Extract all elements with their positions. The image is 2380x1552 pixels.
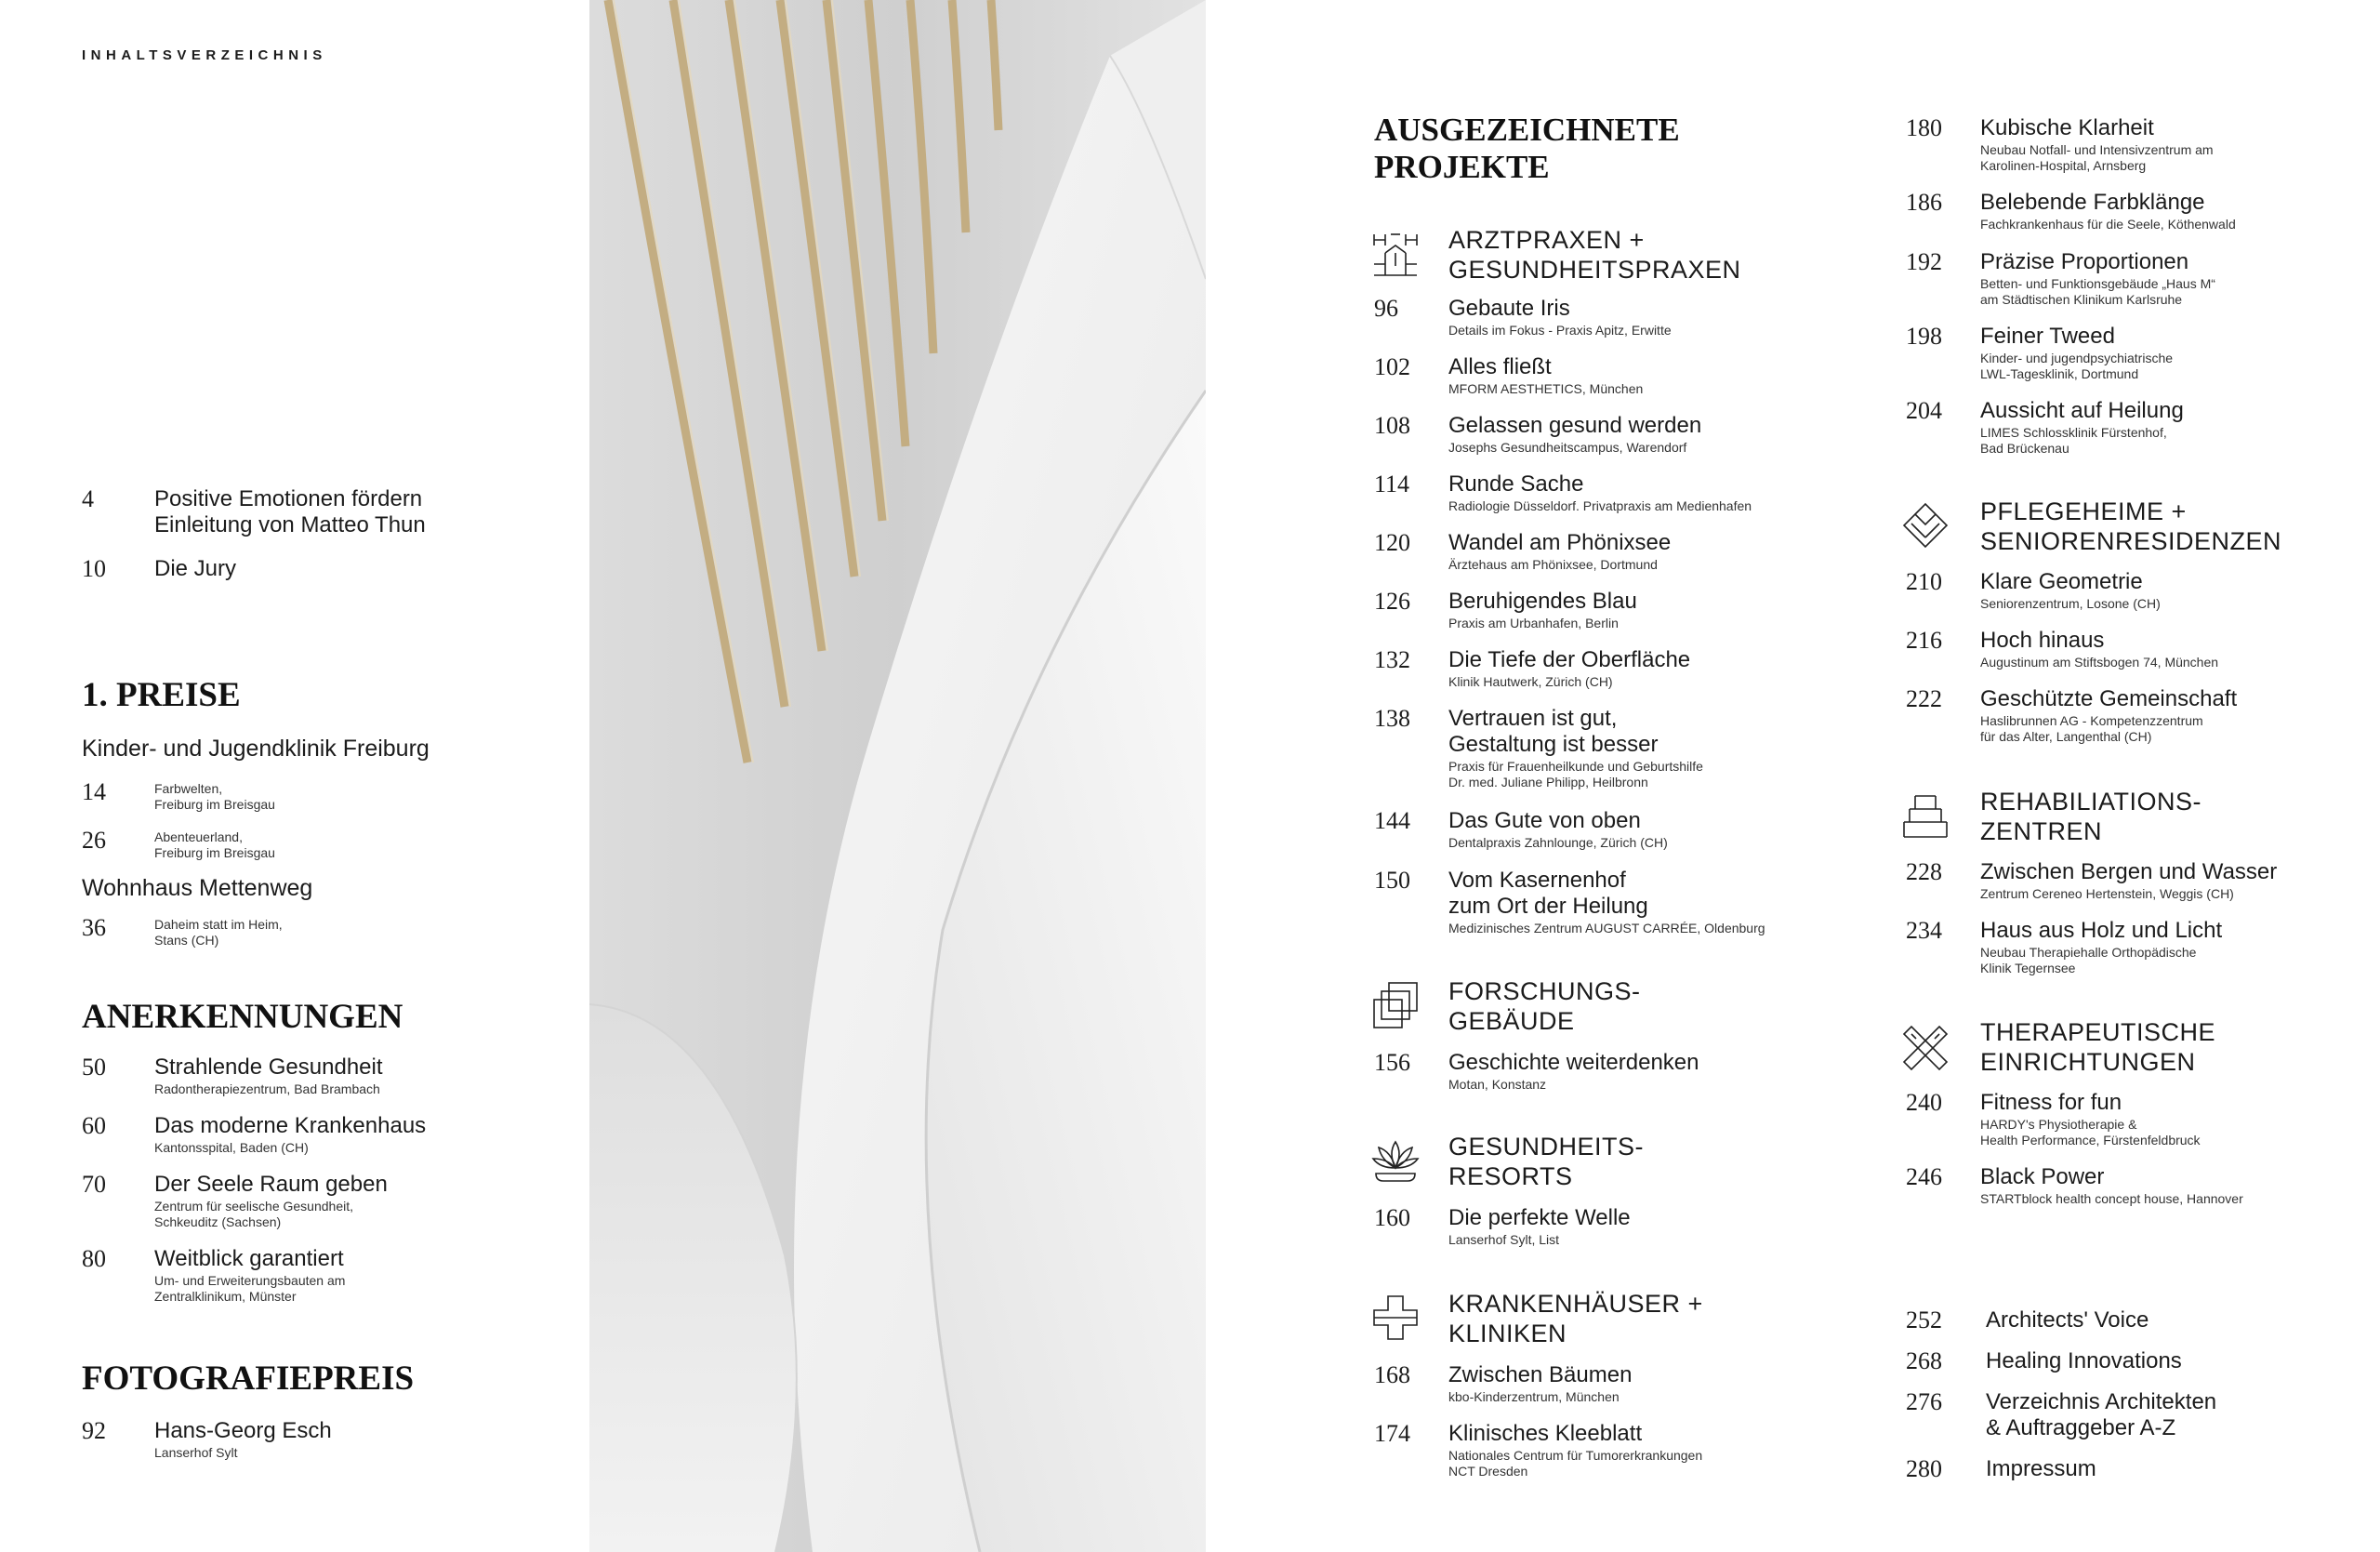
category-heading: REHABILIATIONS- ZENTREN [1980, 788, 2202, 845]
page-number: 102 [1374, 353, 1410, 380]
entry-title: Belebende Farbklänge [1980, 190, 2205, 215]
entry-title: Präzise Proportionen [1980, 249, 2189, 274]
entry-subtitle: Ärztehaus am Phönixsee, Dortmund [1448, 557, 1658, 572]
entry-title: Runde Sache [1448, 471, 1584, 497]
entry-title: Geschützte Gemeinschaft [1980, 686, 2238, 711]
page-number: 210 [1906, 568, 1942, 595]
section-heading-fotografiepreis: FOTOGRAFIEPREIS [82, 1360, 415, 1398]
entry-subtitle: Praxis am Urbanhafen, Berlin [1448, 616, 1619, 630]
toc-entry[interactable] [1374, 868, 1858, 936]
entry-subtitle: Dentalpraxis Zahnlounge, Zürich (CH) [1448, 835, 1668, 850]
entry-subtitle: Betten- und Funktionsgebäude „Haus M“ am Städtischen Klinikum Karlsruhe [1980, 276, 2215, 307]
toc-entry[interactable] [1374, 296, 1858, 338]
toc-entry[interactable] [1374, 647, 1858, 690]
entry-title: Healing Innovations [1986, 1348, 2182, 1373]
group-heading: Kinder- und Jugendklinik Freiburg [82, 736, 430, 762]
entry-title: Verzeichnis Architekten & Auftraggeber A-Z [1986, 1389, 2217, 1440]
toc-entry[interactable] [82, 779, 528, 813]
entry-subtitle: Neubau Notfall- und Intensivzentrum am Karolinen-Hospital, Arnsberg [1980, 142, 2214, 173]
entry-title: Positive Emotionen fördern Einleitung von Matteo Thun [154, 486, 426, 537]
toc-entry[interactable] [1906, 115, 2371, 174]
page-number: 156 [1374, 1049, 1410, 1076]
entry-title: Wandel am Phönixsee [1448, 530, 1672, 555]
entry-title: Gebaute Iris [1448, 296, 1570, 321]
toc-entry[interactable] [82, 1418, 528, 1461]
architecture-photo [589, 0, 1206, 1552]
toc-entry[interactable] [1906, 1090, 2371, 1148]
lotus-spa-icon [1370, 1136, 1421, 1187]
page-number: 96 [1374, 295, 1398, 322]
entry-title: Die Jury [154, 556, 237, 581]
toc-entry[interactable] [82, 1246, 528, 1305]
heart-care-icon [1900, 500, 1950, 550]
entry-title: Architects' Voice [1986, 1307, 2149, 1333]
page-number: 198 [1906, 323, 1942, 350]
entry-title: Klinisches Kleeblatt [1448, 1421, 1643, 1446]
category-heading: KRANKENHÄUSER + KLINIKEN [1448, 1290, 1703, 1347]
page-number: 92 [82, 1417, 106, 1444]
backmatter-entry[interactable] [1906, 1307, 2352, 1333]
page-number: 36 [82, 914, 106, 941]
entry-subtitle: Motan, Konstanz [1448, 1077, 1547, 1092]
page-number: 174 [1374, 1420, 1410, 1447]
stairs-icon [1900, 792, 1950, 842]
toc-entry[interactable] [82, 1055, 528, 1097]
toc-entry[interactable] [1906, 569, 2371, 612]
page-number: 180 [1906, 114, 1942, 141]
page-number: 252 [1906, 1307, 1942, 1333]
page-number: 126 [1374, 588, 1410, 615]
entry-subtitle: Medizinisches Zentrum AUGUST CARRÉE, Oldenburg [1448, 921, 1765, 935]
page-number: 280 [1906, 1455, 1942, 1482]
backmatter-entry[interactable] [1906, 1389, 2352, 1441]
entry-subtitle: Josephs Gesundheitscampus, Warendorf [1448, 440, 1687, 455]
ceiling-photo-illustration [589, 0, 1206, 1552]
entry-subtitle: Details im Fokus - Praxis Apitz, Erwitte [1448, 323, 1672, 338]
entry-title: Daheim statt im Heim, Stans (CH) [154, 917, 283, 948]
entry-subtitle: Seniorenzentrum, Losone (CH) [1980, 596, 2161, 611]
toc-entry[interactable] [1374, 413, 1858, 456]
toc-entry[interactable] [1906, 859, 2371, 902]
entry-subtitle: kbo-Kinderzentrum, München [1448, 1389, 1620, 1404]
entry-title: Beruhigendes Blau [1448, 589, 1637, 614]
entry-subtitle: Um- und Erweiterungsbauten am Zentralklinikum, Münster [154, 1273, 346, 1304]
page-number: 132 [1374, 646, 1410, 673]
entry-title: Gelassen gesund werden [1448, 413, 1702, 438]
backmatter-entry[interactable] [1906, 1348, 2352, 1374]
entry-title: Vertrauen ist gut, Gestaltung ist besser [1448, 706, 1659, 757]
page-number: 50 [82, 1054, 106, 1081]
page-number: 222 [1906, 685, 1942, 712]
entry-subtitle: Lanserhof Sylt, List [1448, 1232, 1560, 1247]
research-building-icon [1370, 980, 1421, 1030]
page-number: 216 [1906, 627, 1942, 654]
entry-subtitle: Neubau Therapiehalle Orthopädische Klinik Tegernsee [1980, 945, 2197, 975]
crossed-tools-icon [1900, 1023, 1950, 1073]
page-number: 246 [1906, 1163, 1942, 1190]
entry-title: Der Seele Raum geben [154, 1172, 388, 1197]
toc-entry[interactable] [82, 1172, 528, 1230]
entry-title: Strahlende Gesundheit [154, 1055, 383, 1080]
page-number: 144 [1374, 807, 1410, 834]
page-number: 186 [1906, 189, 1942, 216]
page-number: 60 [82, 1112, 106, 1139]
entry-title: Hans-Georg Esch [154, 1418, 332, 1443]
entry-subtitle: STARTblock health concept house, Hannover [1980, 1191, 2243, 1206]
toc-entry[interactable] [1906, 324, 2371, 382]
entry-title: Geschichte weiterdenken [1448, 1050, 1699, 1075]
page-number: 168 [1374, 1361, 1410, 1388]
toc-entry[interactable] [82, 1113, 528, 1156]
entry-title: Aussicht auf Heilung [1980, 398, 2184, 423]
entry-subtitle: Zentrum für seelische Gesundheit, Schkeuditz (Sachsen) [154, 1199, 353, 1229]
entry-title: Zwischen Bergen und Wasser [1980, 859, 2278, 884]
entry-title: Fitness for fun [1980, 1090, 2122, 1115]
entry-subtitle: Radontherapiezentrum, Bad Brambach [154, 1081, 380, 1096]
entry-title: Weitblick garantiert [154, 1246, 344, 1271]
intro-entry[interactable] [82, 486, 528, 538]
page-number: 192 [1906, 248, 1942, 275]
category-heading: THERAPEUTISCHE EINRICHTUNGEN [1980, 1018, 2216, 1076]
toc-entry[interactable] [1374, 471, 1858, 514]
page-number: 120 [1374, 529, 1410, 556]
entry-title: Die perfekte Welle [1448, 1205, 1631, 1230]
entry-subtitle: Haslibrunnen AG - Kompetenzzentrum für das Alter, Langenthal (CH) [1980, 713, 2203, 744]
toc-entry[interactable] [1374, 1050, 1858, 1093]
section-heading-anerkennungen: ANERKENNUNGEN [82, 998, 403, 1036]
entry-title: Impressum [1986, 1456, 2096, 1481]
toc-entry[interactable] [1374, 530, 1858, 573]
toc-entry[interactable] [1906, 686, 2371, 745]
toc-entry[interactable] [82, 828, 528, 861]
category-heading: ARZTPRAXEN + GESUNDHEITSPRAXEN [1448, 226, 1741, 284]
toc-entry[interactable] [1374, 1421, 1858, 1479]
entry-title: Das Gute von oben [1448, 808, 1641, 833]
entry-subtitle: LIMES Schlossklinik Fürstenhof, Bad Brückenau [1980, 425, 2167, 456]
page-number: 138 [1374, 705, 1410, 732]
entry-subtitle: Lanserhof Sylt [154, 1445, 238, 1460]
entry-subtitle: Augustinum am Stiftsbogen 74, München [1980, 655, 2219, 670]
entry-title: Vom Kasernenhof zum Ort der Heilung [1448, 868, 1648, 919]
page-number: 26 [82, 827, 106, 854]
page-number: 10 [82, 555, 106, 582]
toc-entry[interactable] [1374, 354, 1858, 397]
intro-entry[interactable] [82, 556, 528, 582]
entry-title: Farbwelten, Freiburg im Breisgau [154, 781, 275, 812]
entry-title: Alles fließt [1448, 354, 1552, 379]
entry-subtitle: Fachkrankenhaus für die Seele, Köthenwald [1980, 217, 2236, 232]
entry-subtitle: Praxis für Frauenheilkunde und Geburtshilfe Dr. med. Juliane Philipp, Heilbronn [1448, 759, 1703, 789]
entry-title: Zwischen Bäumen [1448, 1362, 1633, 1387]
section-heading-preise: 1. PREISE [82, 676, 241, 714]
entry-title: Feiner Tweed [1980, 324, 2115, 349]
section-heading-projekte: AUSGEZEICHNETE PROJEKTE [1374, 112, 1680, 185]
page-number: 70 [82, 1171, 106, 1198]
page-number: 234 [1906, 917, 1942, 944]
entry-title: Das moderne Krankenhaus [154, 1113, 427, 1138]
page-number: 228 [1906, 858, 1942, 885]
category-heading: GESUNDHEITS- RESORTS [1448, 1133, 1645, 1190]
entry-title: Hoch hinaus [1980, 628, 2105, 653]
toc-entry[interactable] [1374, 706, 1858, 790]
page-number: 150 [1374, 867, 1410, 894]
entry-subtitle: Radiologie Düsseldorf. Privatpraxis am Medienhafen [1448, 498, 1752, 513]
entry-title: Black Power [1980, 1164, 2105, 1189]
page-number: 108 [1374, 412, 1410, 439]
page-number: 80 [82, 1245, 106, 1272]
hospital-cross-icon [1370, 1293, 1421, 1343]
page-number: 14 [82, 778, 106, 805]
toc-entry[interactable] [1906, 1164, 2371, 1207]
page-number: 240 [1906, 1089, 1942, 1116]
entry-subtitle: MFORM AESTHETICS, München [1448, 381, 1644, 396]
entry-subtitle: Nationales Centrum für Tumorerkrankungen NCT Dresden [1448, 1448, 1703, 1479]
entry-title: Haus aus Holz und Licht [1980, 918, 2223, 943]
category-heading: PFLEGEHEIME + SENIORENRESIDENZEN [1980, 497, 2282, 555]
entry-subtitle: Klinik Hautwerk, Zürich (CH) [1448, 674, 1613, 689]
toc-entry[interactable] [1374, 808, 1858, 851]
page-number: 160 [1374, 1204, 1410, 1231]
toc-entry[interactable] [1906, 249, 2371, 308]
toc-entry[interactable] [1374, 1362, 1858, 1405]
toc-entry[interactable] [1906, 918, 2371, 976]
entry-subtitle: Kinder- und jugendpsychiatrische LWL-Tagesklinik, Dortmund [1980, 351, 2174, 381]
toc-entry[interactable] [1374, 589, 1858, 631]
toc-entry[interactable] [1906, 190, 2371, 232]
entry-subtitle: Kantonsspital, Baden (CH) [154, 1140, 309, 1155]
page-number: 4 [82, 485, 94, 512]
toc-entry[interactable] [1906, 398, 2371, 457]
toc-entry[interactable] [1906, 628, 2371, 670]
page-number: 114 [1374, 471, 1410, 497]
entry-title: Die Tiefe der Oberfläche [1448, 647, 1691, 672]
toc-entry[interactable] [82, 915, 528, 948]
group-heading: Wohnhaus Mettenweg [82, 875, 313, 901]
backmatter-entry[interactable] [1906, 1456, 2352, 1482]
entry-title: Kubische Klarheit [1980, 115, 2154, 140]
page-number: 276 [1906, 1388, 1942, 1415]
medical-practice-icon [1370, 229, 1421, 279]
page-number: 204 [1906, 397, 1942, 424]
entry-title: Abenteuerland, Freiburg im Breisgau [154, 829, 275, 860]
toc-entry[interactable] [1374, 1205, 1858, 1248]
entry-subtitle: HARDY's Physiotherapie & Health Performance, Fürstenfeldbruck [1980, 1117, 2201, 1147]
entry-subtitle: Zentrum Cereneo Hertenstein, Weggis (CH) [1980, 886, 2234, 901]
page-number: 268 [1906, 1347, 1942, 1374]
category-heading: FORSCHUNGS- GEBÄUDE [1448, 977, 1641, 1035]
toc-label: INHALTSVERZEICHNIS [82, 47, 327, 63]
entry-title: Klare Geometrie [1980, 569, 2143, 594]
